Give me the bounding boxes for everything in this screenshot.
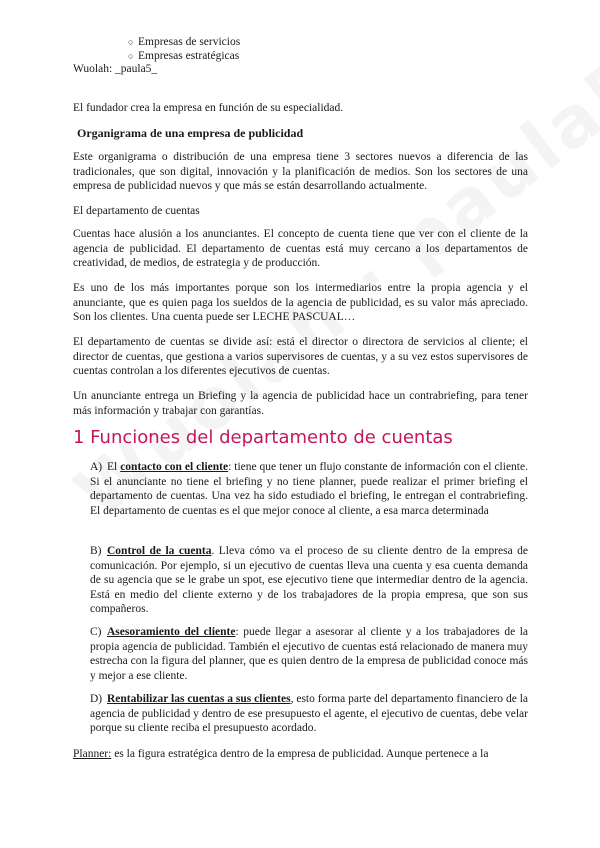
item-separator: . bbox=[211, 545, 215, 557]
paragraph-organigrama: Este organigrama o distribución de una empresa tiene 3 sectores nuevos a diferencia de las tradicionales, que son digital, innovación y la planificación de medios. Son los sectores de una empresa de publicidad nuevos y que más se están desarrollando actualmente. bbox=[73, 151, 528, 193]
org-heading: Organigrama de una empresa de publicidad bbox=[77, 126, 304, 140]
function-item-b bbox=[90, 544, 528, 617]
item-marker: D) bbox=[90, 693, 103, 705]
item-term: Rentabilizar las cuentas a sus clientes bbox=[107, 693, 291, 705]
item-marker: B) bbox=[90, 545, 102, 557]
item-term: Asesoramiento del cliente bbox=[107, 626, 236, 638]
item-marker: A) bbox=[90, 461, 103, 473]
item-separator: : bbox=[228, 461, 232, 473]
bullet-list bbox=[128, 36, 240, 63]
item-separator: : bbox=[235, 626, 239, 638]
paragraph-planner bbox=[73, 747, 528, 762]
function-item-c bbox=[90, 625, 528, 683]
circle-bullet-icon: ○ bbox=[128, 37, 134, 47]
item-term: contacto con el cliente bbox=[120, 461, 229, 473]
source-note: Wuolah: _paula5_ bbox=[73, 63, 158, 75]
paragraph-divide: El departamento de cuentas se divide así: está el director o directora de servicios al cliente; el director de cuentas, que gestiona a varios supervisores de cuentas, y a su vez estos supervisores de cuentas controlan a los diferentes ejecutivos de cuentas. bbox=[73, 336, 528, 378]
paragraph-briefing: Un anunciante entrega un Briefing y la agencia de publicidad hace un contrabriefing, para tener más información y trabajar con garantías. bbox=[73, 390, 528, 417]
bullet-item bbox=[128, 50, 240, 64]
bullet-text: Empresas de servicios bbox=[138, 36, 241, 48]
planner-text: es la figura estratégica dentro de la empresa de publicidad. Aunque pertenece a la bbox=[111, 748, 489, 760]
paragraph-fundador: El fundador crea la empresa en función de su especialidad. bbox=[73, 102, 344, 114]
item-text: puede llegar a asesorar al cliente y a los trabajadores de la propia agencia de publicidad. También el ejecutivo de cuentas está relacionado de manera muy estrecha con la figura del planner, que es quien dentro de la empresa de publicidad conoce más y mejor a ese cliente. bbox=[90, 626, 528, 682]
bullet-item bbox=[128, 36, 240, 50]
circle-bullet-icon: ○ bbox=[128, 50, 134, 61]
function-item-a bbox=[90, 460, 528, 518]
paragraph-intermediarios: Es uno de los más importantes porque son los intermediarios entre la propia agencia y el anunciante, que es quien paga los sueldos de la agencia de publicidad, es su valor más apreciado. Son los clientes. Una cuenta puede ser LECHE PASCUAL… bbox=[73, 282, 528, 324]
paragraph-cuentas: Cuentas hace alusión a los anunciantes. El concepto de cuenta tiene que ver con el cliente de la agencia de publicidad. El departamento de cuentas está muy cercano a los departamentos de creatividad, de medios, de estrategia y de producción. bbox=[73, 228, 528, 270]
item-separator: , bbox=[290, 693, 294, 705]
item-term: Control de la cuenta bbox=[107, 545, 212, 557]
function-item-d bbox=[90, 692, 528, 736]
section-title: 1 Funciones del departamento de cuentas bbox=[73, 427, 453, 448]
paragraph-departamento: El departamento de cuentas bbox=[73, 205, 200, 217]
item-text: Lleva cómo va el proceso de su cliente dentro de la empresa de comunicación. Por ejemplo, si un ejecutivo de cuentas lleva una cuenta y esa cuenta demanda de su agencia que se le grabe un spot, ese ejecutivo tiene que intermediar dentro de la agencia. Está en medio del cliente externo y de los trabajadores de la propia empresa, que son sus compañeros. bbox=[90, 545, 528, 616]
bullet-text: Empresas estratégicas bbox=[138, 49, 240, 62]
item-text: esto forma parte del departamento financiero de la agencia de publicidad y dentro de ese presupuesto el agente, el ejecutivo de cuentas, debe velar porque su cliente reciba el presupuesto acordado. bbox=[90, 693, 528, 735]
item-prefix: El bbox=[107, 461, 121, 473]
planner-term: Planner: bbox=[73, 748, 112, 760]
item-marker: C) bbox=[90, 626, 102, 638]
item-text: tiene que tener un flujo constante de información con el cliente. Si el anunciante no tiene el briefing y no tiene planner, puede realizar el primer briefing el departamento de cuentas. Una vez ha sido estudiado el briefing, le entregan el contrabriefing. El departamento de cuentas es el que mejor conoce al cliente, a esa marca determinada bbox=[90, 461, 528, 517]
